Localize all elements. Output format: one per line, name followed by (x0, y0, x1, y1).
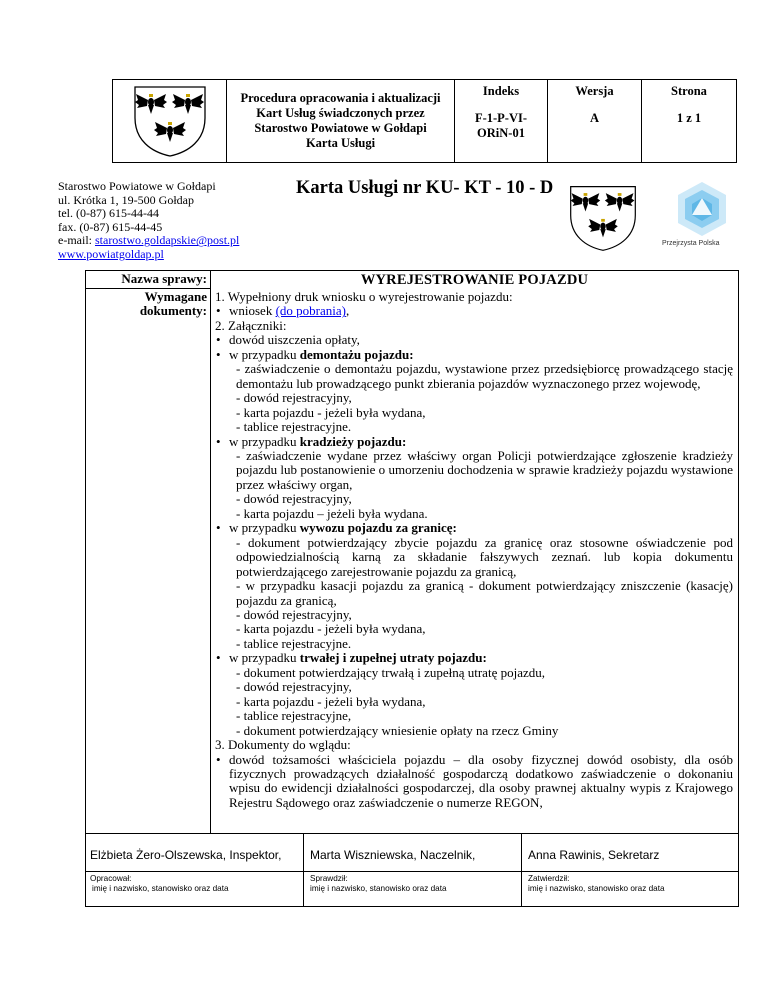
list-item (215, 348, 733, 362)
procedure-title-line: Starostwo Powiatowe w Gołdapi (254, 121, 427, 135)
address-line: tel. (0-87) 615-44-44 (58, 206, 159, 221)
caption-sub: imię i nazwisko, stanowisko oraz data (310, 883, 447, 893)
list-item: • dowód uiszczenia opłaty, (215, 333, 733, 347)
list-item: - dowód rejestracyjny, (236, 491, 352, 507)
signature-table (85, 833, 739, 907)
checked-by-name: Marta Wiszniewska, Naczelnik, (310, 848, 476, 862)
email-link[interactable]: starostwo.goldapskie@post.pl (94, 233, 240, 248)
list-item (215, 651, 733, 665)
list-item: 1. Wypełniony druk wniosku o wyrejestrowanie pojazdu: (215, 289, 513, 304)
list-item: - dokument potwierdzający trwałą i zupełną utratę pojazdu, (236, 664, 545, 680)
list-item: - tablice rejestracyjne. (236, 635, 352, 651)
required-docs-label (140, 290, 207, 319)
list-item: 3. Dokumenty do wglądu: (215, 737, 351, 753)
list-item: - w przypadku kasacji pojazdu za granicą - dokument potwierdzający zniszczenie (kasację) pojazdu za granicą, (236, 578, 733, 608)
list-item: - tablice rejestracyjne. (236, 419, 352, 435)
list-item-text: wniosek (229, 303, 276, 319)
checked-by-caption (310, 874, 447, 893)
address-line: fax. (0-87) 615-44-45 (58, 219, 163, 234)
list-item-text: , (345, 303, 350, 319)
coat-of-arms-icon (567, 180, 639, 256)
index-label: Indeks (482, 84, 520, 98)
list-item (215, 521, 733, 535)
address-line: Starostwo Powiatowe w Gołdapi (58, 179, 216, 193)
list-item: - karta pojazdu - jeżeli była wydana, (236, 693, 426, 709)
list-item: - karta pojazdu - jeżeli była wydana, (236, 621, 426, 637)
email-line (58, 234, 239, 248)
list-item-emphasis: demontażu pojazdu: (299, 346, 414, 362)
coat-of-arms-icon (131, 84, 209, 158)
prepared-by-name: Elżbieta Żero-Olszewska, Inspektor, (90, 848, 282, 862)
case-name-value: WYREJESTROWANIE POJAZDU (360, 272, 589, 288)
list-item-emphasis: kradzieży pojazdu: (299, 433, 407, 449)
caption-sub: imię i nazwisko, stanowisko oraz data (528, 883, 665, 893)
signature-divider (86, 871, 738, 872)
list-item: - dowód rejestracyjny, (236, 679, 352, 695)
case-name-label: Nazwa sprawy: (121, 271, 207, 286)
approved-by-name: Anna Rawinis, Sekretarz (528, 848, 660, 862)
list-item (215, 435, 733, 449)
list-item-emphasis: trwałej i zupełnej utraty pojazdu: (299, 650, 487, 666)
email-prefix: e-mail: (58, 233, 95, 248)
crest-cell (113, 80, 227, 163)
signature-column-divider (521, 834, 522, 906)
address-line: ul. Krótka 1, 19-500 Gołdap (58, 192, 194, 207)
required-docs-label-line: dokumenty: (139, 303, 207, 319)
list-item: - zaświadczenie wydane przez właściwy organ Policji potwierdzające zgłoszenie kradzieży pojazdu lub postanowienie o umorzeniu dochodzenia w sprawie kradzieży pojazdu wystawione przez właściwy organ, (236, 447, 733, 492)
list-item: - karta pojazdu - jeżeli była wydana, (236, 404, 426, 420)
list-item: - zaświadczenie o demontażu pojazdu, wystawione przez przedsiębiorcę prowadzącego stację demontażu lub prowadzącego punkt zbierania pojazdów wyznaczonego przez wojewodę, (236, 361, 733, 391)
signature-column-divider (303, 834, 304, 906)
list-item: - karta pojazdu – jeżeli była wydana. (236, 505, 428, 521)
list-item: - dokument potwierdzający zbycie pojazdu za granicę oraz stosowne oświadczenie pod odpowiedzialnością karną za składanie fałszywych zeznań. lub kopia dokumentu potwierdzającego zarejestrowanie pojazdu za granicą, (236, 534, 733, 579)
list-item: - dowód rejestracyjny, (236, 390, 352, 406)
list-item: - dowód rejestracyjny, (236, 606, 352, 622)
procedure-title-line: Karta Usługi (305, 136, 376, 150)
index-cell (455, 80, 548, 163)
page-value: 1 z 1 (676, 111, 702, 125)
header-table (112, 79, 737, 163)
website-line (58, 248, 239, 262)
required-docs-label-line: Wymagane (144, 289, 207, 304)
page-label: Strona (671, 84, 707, 98)
version-cell (548, 80, 642, 163)
version-label: Wersja (575, 84, 614, 98)
procedure-title-cell (227, 80, 455, 163)
list-item (215, 304, 733, 318)
procedure-title-line: Procedura opracowania i aktualizacji (240, 91, 441, 105)
procedure-title-line: Kart Usług świadczonych przez (256, 106, 425, 120)
download-form-link[interactable]: (do pobrania) (275, 303, 346, 319)
list-item: 2. Załączniki: (215, 317, 287, 333)
caption-sub: imię i nazwisko, stanowisko oraz data (92, 883, 229, 893)
column-divider (210, 271, 211, 834)
caption-title: Sprawdził: (310, 874, 348, 883)
list-item: • dowód tożsamości właściciela pojazdu – dla osoby fizycznej dowód osobisty, dla osób fizycznych prowadzących działalność gospodarczą dodatkowo zaświadczenie o dokonaniu wpisu do ewidencji działalności gospodarczej, dla osoby prawnej aktualny wypis z Krajowego Rejestru Sądowego oraz zaświadczenie o numerze REGON, (215, 753, 733, 811)
version-value: A (589, 111, 600, 125)
list-item: - dokument potwierdzający wniesienie opłaty na rzecz Gminy (236, 722, 559, 738)
caption-title: Opracował: (90, 874, 132, 883)
list-item-text: w przypadku (229, 650, 300, 666)
list-item: - tablice rejestracyjne, (236, 708, 352, 724)
card-title: Karta Usługi nr KU- KT - 10 - D (296, 178, 554, 198)
page-cell (642, 80, 737, 163)
index-value-line: ORiN-01 (477, 126, 525, 140)
case-details (85, 270, 739, 834)
approved-by-caption (528, 874, 665, 893)
list-item-text: w przypadku (229, 433, 300, 449)
transparent-poland-logo-icon (672, 180, 732, 238)
website-link[interactable]: www.powiatgoldap.pl (58, 246, 164, 261)
prepared-by-caption (90, 874, 229, 893)
office-address (58, 180, 239, 262)
caption-title: Zatwierdził: (528, 874, 570, 883)
transparent-poland-label: Przejrzysta Polska (662, 240, 720, 247)
required-documents-list (215, 290, 733, 810)
index-value-line: F-1-P-VI- (474, 111, 528, 125)
list-item-text: w przypadku (229, 520, 300, 536)
list-item-text: w przypadku (229, 346, 300, 362)
list-item-emphasis: wywozu pojazdu za granicę: (299, 520, 457, 536)
